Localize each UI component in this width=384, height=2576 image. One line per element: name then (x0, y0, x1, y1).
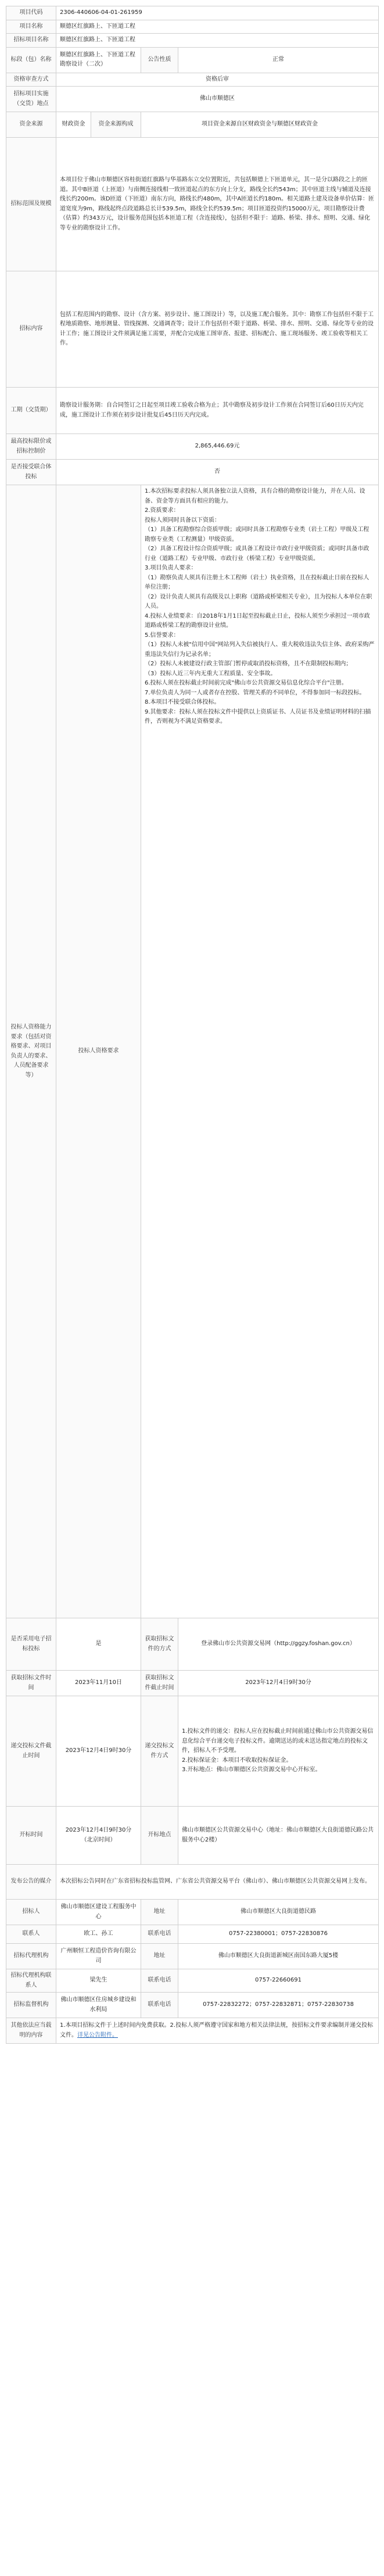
row-agency-contact (6, 1969, 379, 1993)
agency-value: 广州顺恒工程造价咨询有限公司 (56, 1944, 141, 1969)
row-project-no (6, 6, 379, 20)
tender-name-value: 顺德区红旗路上、下匝道工程 (56, 34, 379, 48)
content-value: 包括工程范围内的勘察、设计（含方案、初步设计、施工图设计）等，以及施工配合服务。其中：勘察工作包括但不限于工程地质勘察、地形测量、管线探测、交通调查等；设计工作包括但不限于道路、桥梁、排水、照明、交通、绿化等专业的设计工作；施工图设计文件须满足施工需要，并配合完成施工图审查、报建、招标配合、施工现场服务、竣工验收等相关工作。 (56, 271, 379, 388)
row-media (6, 1865, 379, 1900)
other-label: 其他依法应当载明的内容 (6, 2018, 56, 2044)
agency-contact-label: 招标代理机构联系人 (6, 1969, 56, 1993)
section-label: 标段（包）名称 (6, 47, 56, 73)
row-budget (6, 434, 379, 460)
row-content (6, 271, 379, 388)
obtain-time-label: 获取招标文件时间 (6, 1671, 56, 1696)
project-name-label: 项目名称 (6, 20, 56, 34)
e-bidding-label: 是否采用电子招标投标 (6, 1618, 56, 1671)
row-opening (6, 1807, 379, 1865)
supervisor-value: 佛山市顺德区住房城乡建设和水利局 (56, 1993, 141, 2018)
scope-label: 招标范围及规模 (6, 138, 56, 271)
qualification-value: 1.本次招标要求投标人须具备独立法人资格，具有合格的勘察设计能力，并在人员、设备、资金等方面具有相应的能力。 2.资质要求： 投标人须同时具备以下资质： （1）具备工程勘察综合资质甲级；或同时具备工程勘察专业类（岩土工程）甲级及工程勘察专业类（工程测量）甲级资质。 （2）具备工程设计综合资质甲级；或具备工程设计市政行业甲级资质；或同时具备市政行业（道路工程）专业甲级、市政行业（桥梁工程）专业甲级资质。 3.项目负责人要求： （1）勘察负责人须具有注册土木工程师（岩土）执业资格，且在投标截止日前在投标人单位注册； （2）设计负责人须具有高级及以上职称（道路或桥梁相关专业），且为投标人本单位在职人员。 4.投标人业绩要求：自2018年1月1日起至投标截止日止，投标人须至少承担过一项市政道路或桥梁工程的勘察设计业绩。 5.信誉要求： （1）投标人未被"信用中国"网站列入失信被执行人、重大税收违法失信主体、政府采购严重违法失信行为记录名单； （2）投标人未被建设行政主管部门暂停或取消投标资格，且不在限制投标期内； （3）投标人近三年内无重大工程质量、安全事故。 6.投标人须在投标截止时间前完成"佛山市公共资源交易信息化综合平台"注册。 7.单位负责人为同一人或者存在控股、管理关系的不同单位，不得参加同一标段投标。 8.本项目不接受联合体投标。 9.其他要求：投标人须在投标文件中提供以上资质证书、人员证书及业绩证明材料的扫描件，否则视为不满足资格要求。 (141, 485, 379, 1618)
qualification-label: 投标人资格能力要求（包括对资格要求、对项目负责人的要求、人员配备要求等） (6, 485, 56, 1618)
row-contact (6, 1925, 379, 1944)
row-tender-doc (6, 1618, 379, 1671)
row-location (6, 87, 379, 112)
qualification-sub-label: 投标人资格要求 (56, 485, 141, 1618)
obtain-time-start: 2023年11月10日 (56, 1671, 141, 1696)
bid-method-value: 资格后审 (56, 73, 379, 87)
funding-proportion-label: 资金来源构成 (91, 112, 141, 138)
supervisor-phone-value: 0757-22832272；0757-22832871；0757-22830738 (178, 1993, 379, 2018)
funding-source: 财政资金 (56, 112, 91, 138)
row-deadline (6, 1696, 379, 1807)
row-obtain-time (6, 1671, 379, 1696)
obtain-method-label: 获取招标文件的方式 (141, 1618, 178, 1671)
funding-proportion-value: 项目资金来源自区财政资金与顺德区财政资金 (141, 112, 379, 138)
row-qualification (6, 485, 379, 1618)
row-scope (6, 138, 379, 271)
e-bidding-value: 是 (56, 1618, 141, 1671)
row-bid-method (6, 73, 379, 87)
contact-label: 联系人 (6, 1925, 56, 1944)
agency-address-label: 地址 (141, 1944, 178, 1969)
agency-contact-value: 梁先生 (56, 1969, 141, 1993)
contact-value: 欧工、孙工 (56, 1925, 141, 1944)
notice-page (6, 6, 378, 2044)
funding-label: 资金来源 (6, 112, 56, 138)
section-name: 顺德区红旗路上、下匝道工程勘察设计（二次） (56, 47, 141, 73)
tenderer-label: 招标人 (6, 1900, 56, 1925)
opening-time-value: 2023年12月4日9时30分（北京时间） (56, 1807, 141, 1865)
row-project-name (6, 20, 379, 34)
project-no-value: 2306-440606-04-01-261959 (56, 6, 379, 20)
row-tenderer (6, 1900, 379, 1925)
obtain-time-end: 2023年12月4日9时30分 (178, 1671, 379, 1696)
tenderer-address-label: 地址 (141, 1900, 178, 1925)
media-label: 发布公告的媒介 (6, 1865, 56, 1900)
agency-phone-label: 联系电话 (141, 1969, 178, 1993)
row-duration (6, 388, 379, 434)
consortium-label: 是否接受联合体投标 (6, 460, 56, 485)
obtain-time-end-label: 获取招标文件截止时间 (141, 1671, 178, 1696)
contact-phone-label: 联系电话 (141, 1925, 178, 1944)
agency-phone-value: 0757-22660691 (178, 1969, 379, 1993)
agency-address-value: 佛山市顺德区大良街道新城区南国东路大厦5楼 (178, 1944, 379, 1969)
row-section (6, 47, 379, 73)
row-supervisor (6, 1993, 379, 2018)
duration-value: 勘察设计服务期：自合同签订之日起至项目竣工验收合格为止；其中勘察及初步设计工作须在合同签订后60日历天内完成，施工图设计工作须在初步设计批复后45日历天内完成。 (56, 388, 379, 434)
supervisor-label: 招标监督机构 (6, 1993, 56, 2018)
other-link[interactable]: 详见公告附件。 (77, 2032, 118, 2038)
obtain-method-value: 登录佛山市公共资源交易网（http://ggzy.foshan.gov.cn） (178, 1618, 379, 1671)
scope-value: 本项目位于佛山市顺德区容桂街道红旗路与华基路东立交位置附近，共包括顺德上下匝道单元，其一是分以路段之上的匝道。其中B匝道（上匝道）与南侧连接线相一致匝道起点的东方向上分支，路线全长约543m；其中匝道主线与辅道及连接线长约200m。该D匝道（下匝道）南东方向，路线长约480m，其中A匝道长约180m。相关道路土建及设备单价估算：匝道宽度为9m，路线起终点段道路总长计539.5m，路线全长约539.5m；项目匝道投资约15000万元，项目勘察设计费（估算）约343万元，设计服务范围包括本匝道工程（含连接线），包括但不限于：道路、桥梁、排水、照明、交通、绿化等专业的勘察设计工作。 (56, 138, 379, 271)
row-consortium (6, 460, 379, 485)
row-other (6, 2018, 379, 2044)
media-value: 本次招标公告同时在广东省招标投标监管网、广东省公共资源交易平台（佛山市）、佛山市顺德区公共资源交易网上发布。 (56, 1865, 379, 1900)
content-label: 招标内容 (6, 271, 56, 388)
opening-time-label: 开标时间 (6, 1807, 56, 1865)
deadline-label: 递交投标文件截止时间 (6, 1696, 56, 1807)
deadline-value: 2023年12月4日9时30分 (56, 1696, 141, 1807)
opening-place-value: 佛山市顺德区公共资源交易中心（地址：佛山市顺德区大良街道德民路公共服务中心2楼） (178, 1807, 379, 1865)
duration-label: 工期（交货期） (6, 388, 56, 434)
opening-place-label: 开标地点 (141, 1807, 178, 1865)
section-type-value: 正常 (178, 47, 379, 73)
project-name-value: 顺德区红旗路上、下匝道工程 (56, 20, 379, 34)
tender-notice-table (6, 6, 379, 2044)
tenderer-value: 佛山市顺德区建设工程服务中心 (56, 1900, 141, 1925)
tenderer-address-value: 佛山市顺德区大良街道德民路 (178, 1900, 379, 1925)
budget-label: 最高投标限价或招标控制价 (6, 434, 56, 460)
other-value: 1.本项目招标文件于上述时间内免费获取。2.投标人须严格遵守国家和地方相关法律法规，按招标文件要求编制并递交投标文件。 (60, 2022, 374, 2038)
budget-value: 2,865,446.69元 (56, 434, 379, 460)
submit-method-label: 递交投标文件方式 (141, 1696, 178, 1807)
agency-label: 招标代理机构 (6, 1944, 56, 1969)
tender-name-label: 招标项目名称 (6, 34, 56, 48)
row-funding (6, 112, 379, 138)
other-cell (56, 2018, 379, 2044)
location-value: 佛山市顺德区 (56, 87, 379, 112)
project-no-label: 项目代码 (6, 6, 56, 20)
consortium-value: 否 (56, 460, 379, 485)
location-label: 招标项目实施（交货）地点 (6, 87, 56, 112)
bid-method-label: 资格审查方式 (6, 73, 56, 87)
supervisor-phone-label: 联系电话 (141, 1993, 178, 2018)
row-tender-name (6, 34, 379, 48)
contact-phone-value: 0757-22380001；0757-22830876 (178, 1925, 379, 1944)
section-type-label: 公告性质 (141, 47, 178, 73)
row-agency (6, 1944, 379, 1969)
submit-method-value: 1.投标文件的递交：投标人应在投标截止时间前通过佛山市公共资源交易信息化综合平台递交电子投标文件。逾期送达的或未送达指定地点的投标文件，招标人不予受理。 2.投标保证金：本项目不收取投标保证金。 3.开标地点：佛山市顺德区公共资源交易中心开标室。 (178, 1696, 379, 1807)
